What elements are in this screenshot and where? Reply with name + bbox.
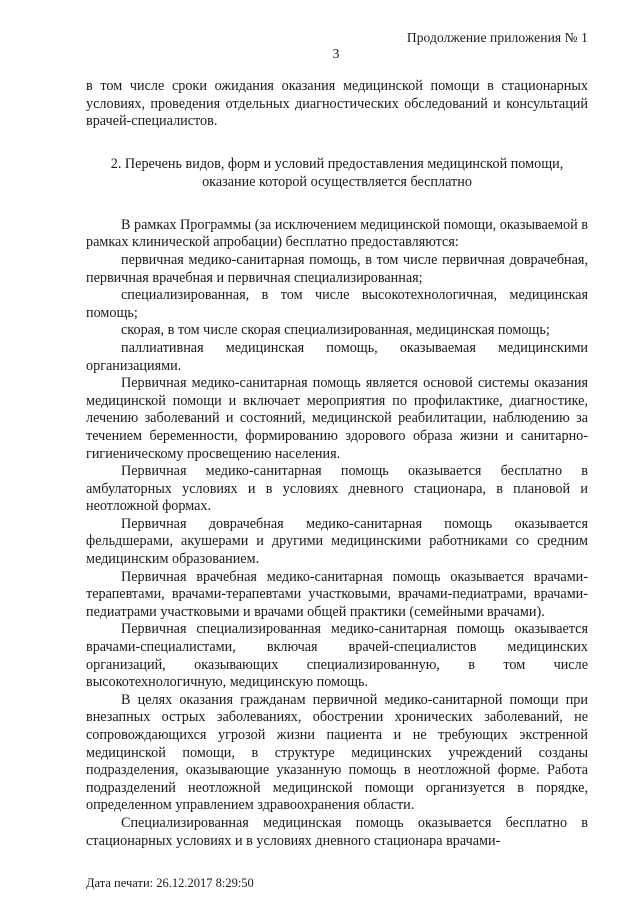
paragraph-specialized-care-free: Специализированная медицинская помощь оказывается бесплатно в стационарных условиях и в условиях дневного стационара врачами-: [86, 814, 588, 849]
intro-paragraph: в том числе сроки ожидания оказания медицинской помощи в стационарных условиях, проведения отдельных диагностических обследований и консультаций врачей-специалистов.: [86, 78, 588, 130]
section-title-line-2: оказание которой осуществляется бесплатно: [202, 173, 472, 190]
paragraph-specialized-primary-care: Первичная специализированная медико-санитарная помощь оказывается врачами-специалистами, включая врачей-специалистов медицинских организаций, оказывающих специализированную, в том числе высокотехнологичную, медицинскую помощь.: [86, 621, 588, 691]
paragraph-pre-physician-care: Первичная доврачебная медико-санитарная помощь оказывается фельдшерами, акушерами и другими медицинскими работниками со средним медицинским образованием.: [86, 515, 588, 568]
print-date: Дата печати: 26.12.2017 8:29:50: [86, 876, 254, 890]
paragraph-primary-care-basis: Первичная медико-санитарная помощь является основой системы оказания медицинской помощи и включает мероприятия по профилактике, диагностике, лечению заболеваний и состояний, медицинской реабилитации, наблюдению за течением беременности, формированию здорового образа жизни и санитарно-гигиеническому просвещению населения.: [86, 375, 588, 462]
list-item-primary-care: первичная медико-санитарная помощь, в том числе первичная доврачебная, первичная врачебная и первичная специализированная;: [86, 251, 588, 286]
paragraph-program-scope: В рамках Программы (за исключением медицинской помощи, оказываемой в рамках клинической апробации) бесплатно предоставляются:: [86, 216, 588, 251]
document-body: [86, 78, 588, 850]
appendix-continuation-note: Продолжение приложения № 1: [406, 30, 588, 45]
paragraph-urgent-care: В целях оказания гражданам первичной медико-санитарной помощи при внезапных острых заболеваниях, обострении хронических заболеваний, не сопровождающихся угрозой жизни пациента и не требующих экстренной медицинской помощи, в структуре медицинских учреждений созданы подразделения, оказывающие указанную помощь в неотложной форме. Работа подразделений неотложной медицинской помощи организуется в порядке, определенном управлением здравоохранения области.: [86, 691, 588, 814]
section-title: [86, 155, 588, 191]
paragraph-physician-care: Первичная врачебная медико-санитарная помощь оказывается врачами-терапевтами, врачами-терапевтами участковыми, врачами-педиатрами, врачами-педиатрами участковыми и врачами общей практики (семейными врачами).: [86, 568, 588, 620]
list-item-specialized-care: специализированная, в том числе высокотехнологичная, медицинская помощь;: [86, 287, 588, 321]
page-number: 3: [332, 46, 340, 61]
section-title-line-1: 2. Перечень видов, форм и условий предоставления медицинской помощи,: [110, 155, 564, 172]
paragraph-primary-care-free: Первичная медико-санитарная помощь оказывается бесплатно в амбулаторных условиях и в условиях дневного стационара, в плановой и неотложной формах.: [86, 463, 588, 515]
list-item-emergency-care: скорая, в том числе скорая специализированная, медицинская помощь;: [121, 322, 550, 339]
list-item-palliative-care: паллиативная медицинская помощь, оказываемая медицинскими организациями.: [86, 339, 588, 374]
